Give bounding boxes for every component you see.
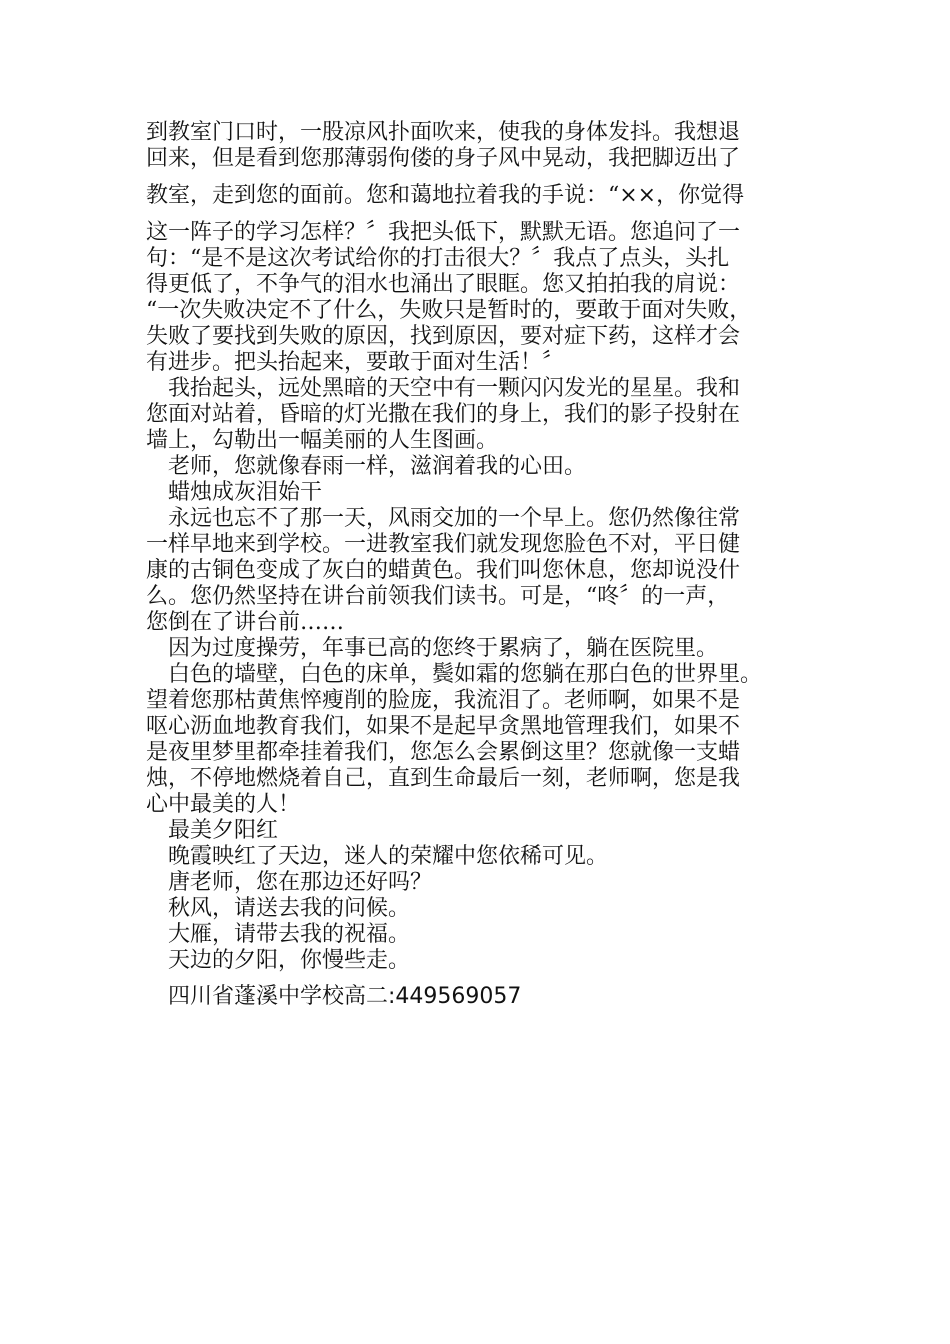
text-line: 因为过度操劳，年事已高的您终于累病了，躺在医院里。 [168,636,719,661]
text-line: 天边的夕阳，你慢些走。 [168,948,411,973]
text-line: 唐老师，您在那边还好吗？ [168,870,433,895]
text-line: 呕心沥血地教育我们，如果不是起早贪黑地管理我们，如果不 [146,714,741,739]
text-line: 康的古铜色变成了灰白的蜡黄色。我们叫您休息，您却说没什 [146,558,741,583]
text-line: 心中最美的人！ [146,792,301,817]
text-line: 永远也忘不了那一天，风雨交加的一个早上。您仍然像往常 [168,506,741,531]
signature-line: 四川省蓬溪中学校高二:449569057 [168,984,522,1009]
text-line: 句：“是不是这次考试给你的打击很大？〞我点了点头，头扎 [146,246,730,271]
section-heading: 最美夕阳红 [168,818,279,843]
text-line: 您面对站着，昏暗的灯光撒在我们的身上，我们的影子投射在 [146,402,741,427]
text-line: 白色的墙壁，白色的床单，鬓如霜的您躺在那白色的世界里。 [168,662,763,687]
text-line: 您倒在了讲台前…… [146,610,345,635]
text-line: 老师，您就像春雨一样，滋润着我的心田。 [168,454,587,479]
text-line: 烛，不停地燃烧着自己，直到生命最后一刻，老师啊，您是我 [146,766,741,791]
text-line: 这一阵子的学习怎样？〞我把头低下，默默无语。您追问了一 [146,220,741,245]
text-line: 么。您仍然坚持在讲台前领我们读书。可是，“咚〞的一声， [146,584,730,609]
text-line: 回来，但是看到您那薄弱佝偻的身子风中晃动，我把脚迈出了 [146,146,741,171]
text-line: 墙上，勾勒出一幅美丽的人生图画。 [146,428,499,453]
text-line: 一样早地来到学校。一进教室我们就发现您脸色不对，平日健 [146,532,741,557]
text-line: 是夜里梦里都牵挂着我们，您怎么会累倒这里？您就像一支蜡 [146,740,741,765]
text-line: 晚霞映红了天边，迷人的荣耀中您依稀可见。 [168,844,609,869]
section-heading: 蜡烛成灰泪始干 [168,480,323,505]
text-line: 到教室门口时，一股凉风扑面吹来，使我的身体发抖。我想退 [146,120,741,145]
text-line: “一次失败决定不了什么，失败只是暂时的，要敢于面对失败， [146,298,752,323]
text-line: 得更低了，不争气的泪水也涌出了眼眶。您又拍拍我的肩说： [146,272,741,297]
text-line: 秋风，请送去我的问候。 [168,896,411,921]
text-line: 望着您那枯黄焦悴瘦削的脸庞，我流泪了。老师啊，如果不是 [146,688,741,713]
text-line: 失败了要找到失败的原因，找到原因，要对症下药，这样才会 [146,324,741,349]
text-line: 教室，走到您的面前。您和蔼地拉着我的手说：“××，你觉得 [146,183,745,208]
text-line: 有进步。把头抬起来，要敢于面对生活！〞 [146,350,565,375]
text-line: 大雁，请带去我的祝福。 [168,922,411,947]
text-line: 我抬起头，远处黑暗的天空中有一颗闪闪发光的星星。我和 [168,376,741,401]
document-body [146,120,816,1010]
